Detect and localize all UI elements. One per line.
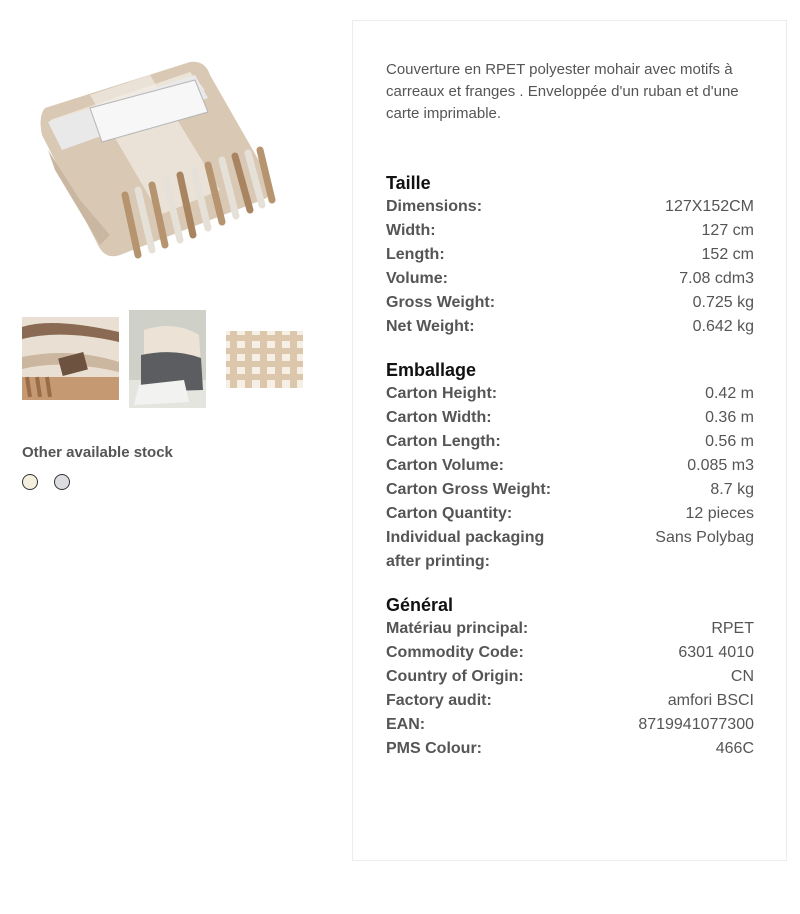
spec-value: 0.36 m bbox=[705, 409, 754, 426]
spec-value: 0.42 m bbox=[705, 385, 754, 402]
spec-value: CN bbox=[730, 668, 754, 685]
spec-label: Length: bbox=[386, 246, 445, 263]
spec-label: Dimensions: bbox=[386, 198, 483, 215]
spec-label: Carton Volume: bbox=[386, 457, 504, 474]
other-stock-title: Other available stock bbox=[22, 444, 173, 461]
spec-row bbox=[386, 430, 754, 454]
spec-label: Carton Quantity: bbox=[386, 505, 513, 522]
spec-value: RPET bbox=[711, 620, 754, 637]
spec-row bbox=[386, 737, 754, 761]
section-taille bbox=[386, 171, 754, 339]
spec-label: Individual packaging after printing: bbox=[386, 529, 545, 570]
spec-value: 8719941077300 bbox=[638, 716, 754, 733]
spec-row bbox=[386, 454, 754, 478]
section-title: Emballage bbox=[386, 360, 477, 380]
spec-row bbox=[386, 641, 754, 665]
spec-label: Volume: bbox=[386, 270, 448, 287]
spec-value: 8.7 kg bbox=[710, 481, 754, 498]
spec-value: 7.08 cdm3 bbox=[679, 270, 754, 287]
spec-label: Carton Height: bbox=[386, 385, 498, 402]
thumbnail-1[interactable] bbox=[22, 317, 119, 400]
spec-value: 0.642 kg bbox=[692, 318, 754, 335]
spec-label: EAN: bbox=[386, 716, 426, 733]
spec-value: 466C bbox=[715, 740, 754, 757]
spec-row bbox=[386, 195, 754, 219]
color-swatch-cream[interactable] bbox=[22, 474, 38, 490]
product-details-panel bbox=[352, 20, 787, 861]
spec-row bbox=[386, 617, 754, 641]
spec-value: 0.56 m bbox=[705, 433, 754, 450]
spec-row bbox=[386, 267, 754, 291]
spec-value: 152 cm bbox=[701, 246, 754, 263]
spec-row bbox=[386, 291, 754, 315]
spec-row bbox=[386, 502, 754, 526]
spec-row bbox=[386, 689, 754, 713]
spec-row bbox=[386, 665, 754, 689]
section-title: Général bbox=[386, 595, 454, 615]
spec-value: Sans Polybag bbox=[655, 529, 754, 546]
spec-label: Factory audit: bbox=[386, 692, 492, 709]
spec-row bbox=[386, 315, 754, 339]
thumbnail-2[interactable] bbox=[129, 310, 206, 408]
section-title: Taille bbox=[386, 173, 431, 193]
spec-value: 12 pieces bbox=[685, 505, 754, 522]
spec-label: Width: bbox=[386, 222, 436, 239]
product-description: Couverture en RPET polyester mohair avec motifs à carreaux et franges . Enveloppée d'un ruban et d'une carte imprimable. bbox=[386, 61, 739, 122]
spec-value: 127 cm bbox=[701, 222, 754, 239]
spec-label: Commodity Code: bbox=[386, 644, 524, 661]
thumbnail-3[interactable] bbox=[226, 331, 303, 388]
spec-value: 127X152CM bbox=[665, 198, 754, 215]
spec-value: 6301 4010 bbox=[678, 644, 754, 661]
spec-row bbox=[386, 478, 754, 502]
spec-label: Carton Width: bbox=[386, 409, 492, 426]
spec-label: Country of Origin: bbox=[386, 668, 524, 685]
spec-row bbox=[386, 382, 754, 406]
spec-row bbox=[386, 243, 754, 267]
spec-value: 0.725 kg bbox=[692, 294, 754, 311]
section-general bbox=[386, 593, 754, 761]
spec-label: Net Weight: bbox=[386, 318, 475, 335]
thumbnail-gallery bbox=[22, 310, 312, 410]
spec-label: Matériau principal: bbox=[386, 620, 529, 637]
spec-label: Carton Gross Weight: bbox=[386, 481, 552, 498]
section-emballage bbox=[386, 358, 754, 574]
spec-row bbox=[386, 526, 754, 574]
spec-value: amfori BSCI bbox=[667, 692, 754, 709]
spec-row bbox=[386, 219, 754, 243]
color-swatch-grey[interactable] bbox=[54, 474, 70, 490]
main-product-image bbox=[30, 50, 290, 275]
spec-label: Gross Weight: bbox=[386, 294, 496, 311]
spec-row bbox=[386, 713, 754, 737]
spec-value: 0.085 m3 bbox=[687, 457, 754, 474]
spec-row bbox=[386, 406, 754, 430]
spec-label: Carton Length: bbox=[386, 433, 501, 450]
spec-label: PMS Colour: bbox=[386, 740, 482, 757]
